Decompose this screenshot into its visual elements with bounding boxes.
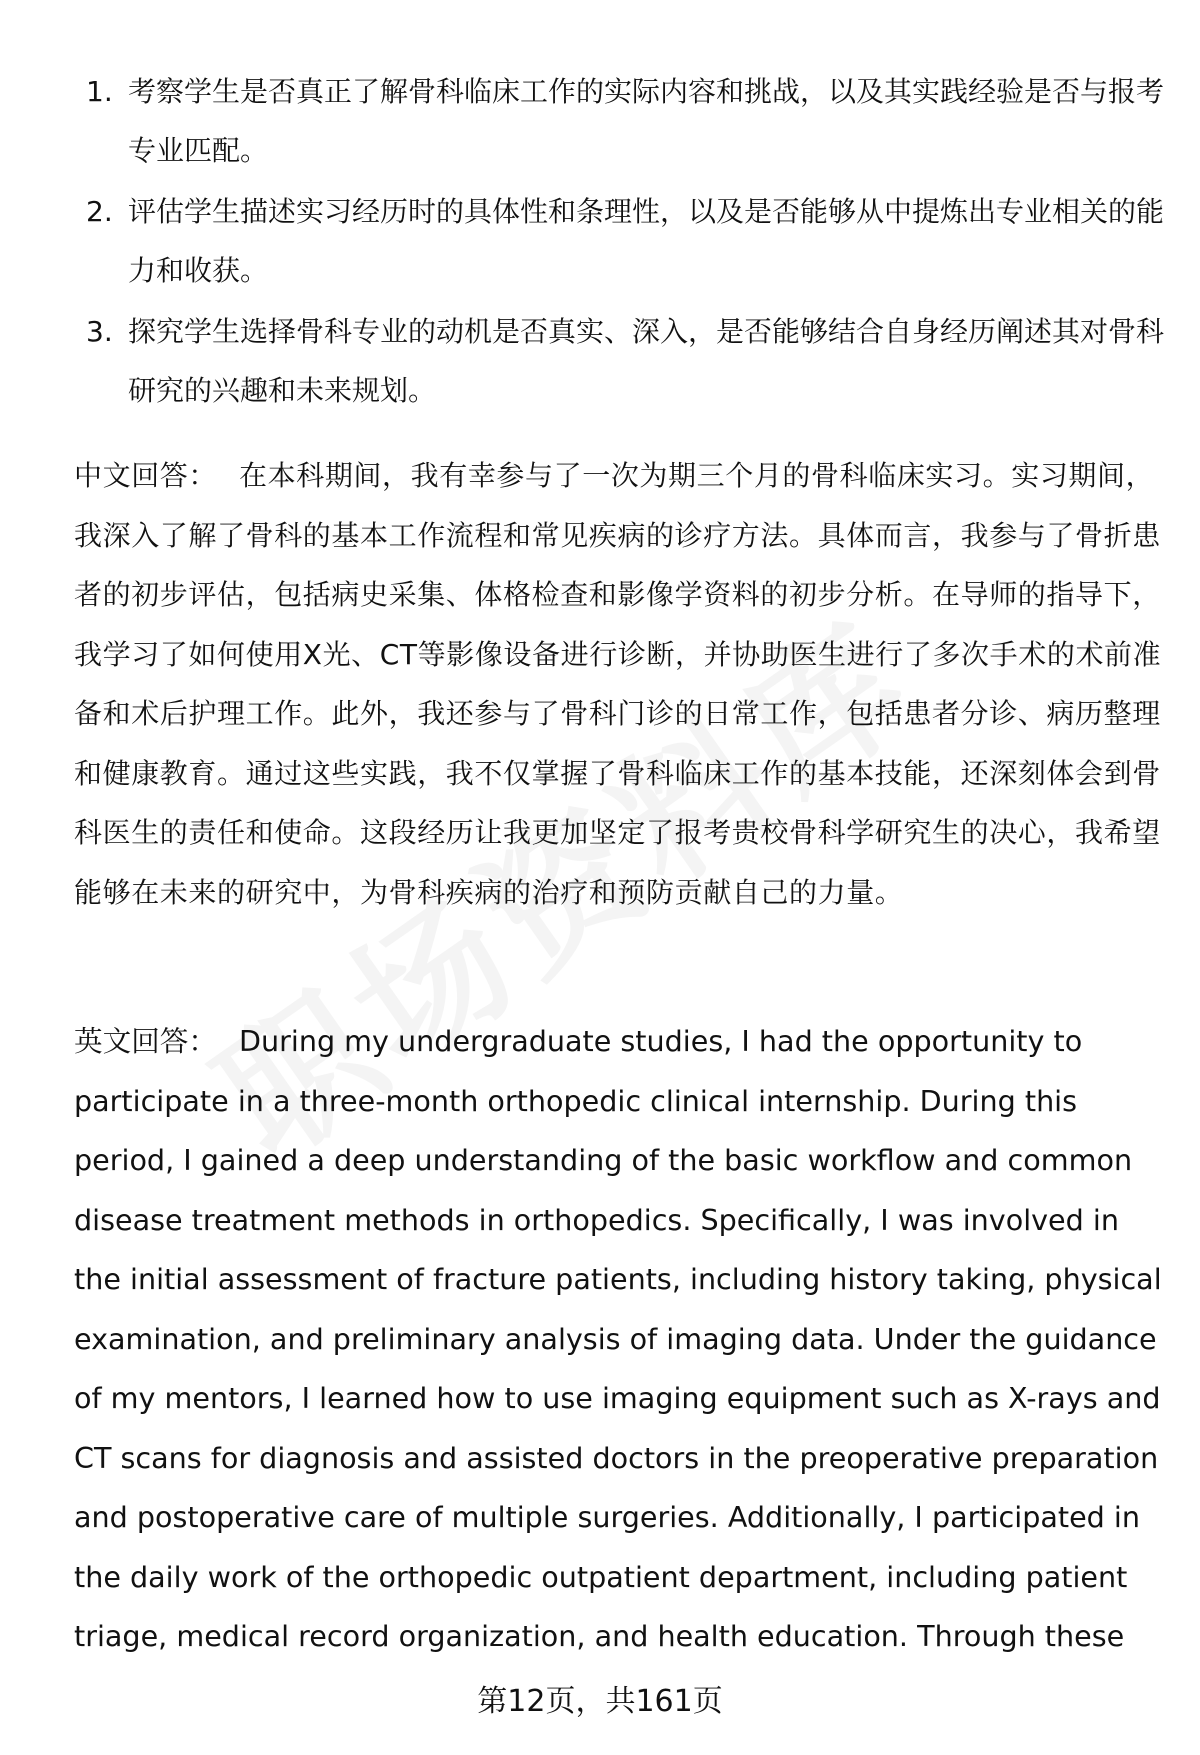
chinese-answer-text: 在本科期间，我有幸参与了一次为期三个月的骨科临床实习。实习期间，我深入了解了骨科的基本工作流程和常见疾病的诊疗方法。具体而言，我参与了骨折患者的初步评估，包括病史采集、体格检查和影像学资料的初步分析。在导师的指导下，我学习了如何使用X光、CT等影像设备进行诊断，并协助医生进行了多次手术的术前准备和术后护理工作。此外，我还参与了骨科门诊的日常工作，包括患者分诊、病历整理和健康教育。通过这些实践，我不仅掌握了骨科临床工作的基本技能，还深刻体会到骨科医生的责任和使命。这段经历让我更加坚定了报考贵校骨科学研究生的决心，我希望能够在未来的研究中，为骨科疾病的治疗和预防贡献自己的力量。	[74, 459, 1162, 909]
list-item-text: 探究学生选择骨科专业的动机是否真实、深入，是否能够结合自身经历阐述其对骨科研究的兴趣和未来规划。	[128, 315, 1165, 407]
list-item	[74, 62, 1164, 180]
english-answer-paragraph	[74, 1012, 1164, 1667]
list-item-text: 考察学生是否真正了解骨科临床工作的实际内容和挑战，以及其实践经验是否与报考专业匹配。	[128, 75, 1165, 167]
english-answer-label: 英文回答：	[74, 1024, 217, 1058]
list-item	[74, 182, 1164, 300]
english-answer-text: During my undergraduate studies, I had the opportunity to participate in a three-month orthopedic clinical internship. During this period, I gained a deep understanding of the basic workflow and common disease treatment methods in orthopedics. Specifically, I was involved in the initial assessment of fracture patients, including history taking, physical examination, and preliminary analysis of imaging data. Under the guidance of my mentors, I learned how to use imaging equipment such as X-rays and CT scans for diagnosis and assisted doctors in the preoperative preparation and postoperative care of multiple surgeries. Additionally, I participated in the daily work of the orthopedic outpatient department, including patient triage, medical record organization, and health education. Through these	[74, 1024, 1162, 1653]
chinese-answer-label: 中文回答：	[74, 459, 218, 492]
list-item-number: 3.	[86, 315, 113, 348]
list-item-number: 1.	[86, 75, 113, 108]
evaluation-criteria-list	[74, 62, 1164, 422]
page-number-footer: 第12页，共161页	[477, 1684, 723, 1719]
chinese-answer-paragraph	[74, 446, 1164, 922]
list-item-text: 评估学生描述实习经历时的具体性和条理性，以及是否能够从中提炼出专业相关的能力和收获。	[128, 195, 1165, 287]
list-item	[74, 302, 1164, 420]
list-item-number: 2.	[86, 195, 113, 228]
